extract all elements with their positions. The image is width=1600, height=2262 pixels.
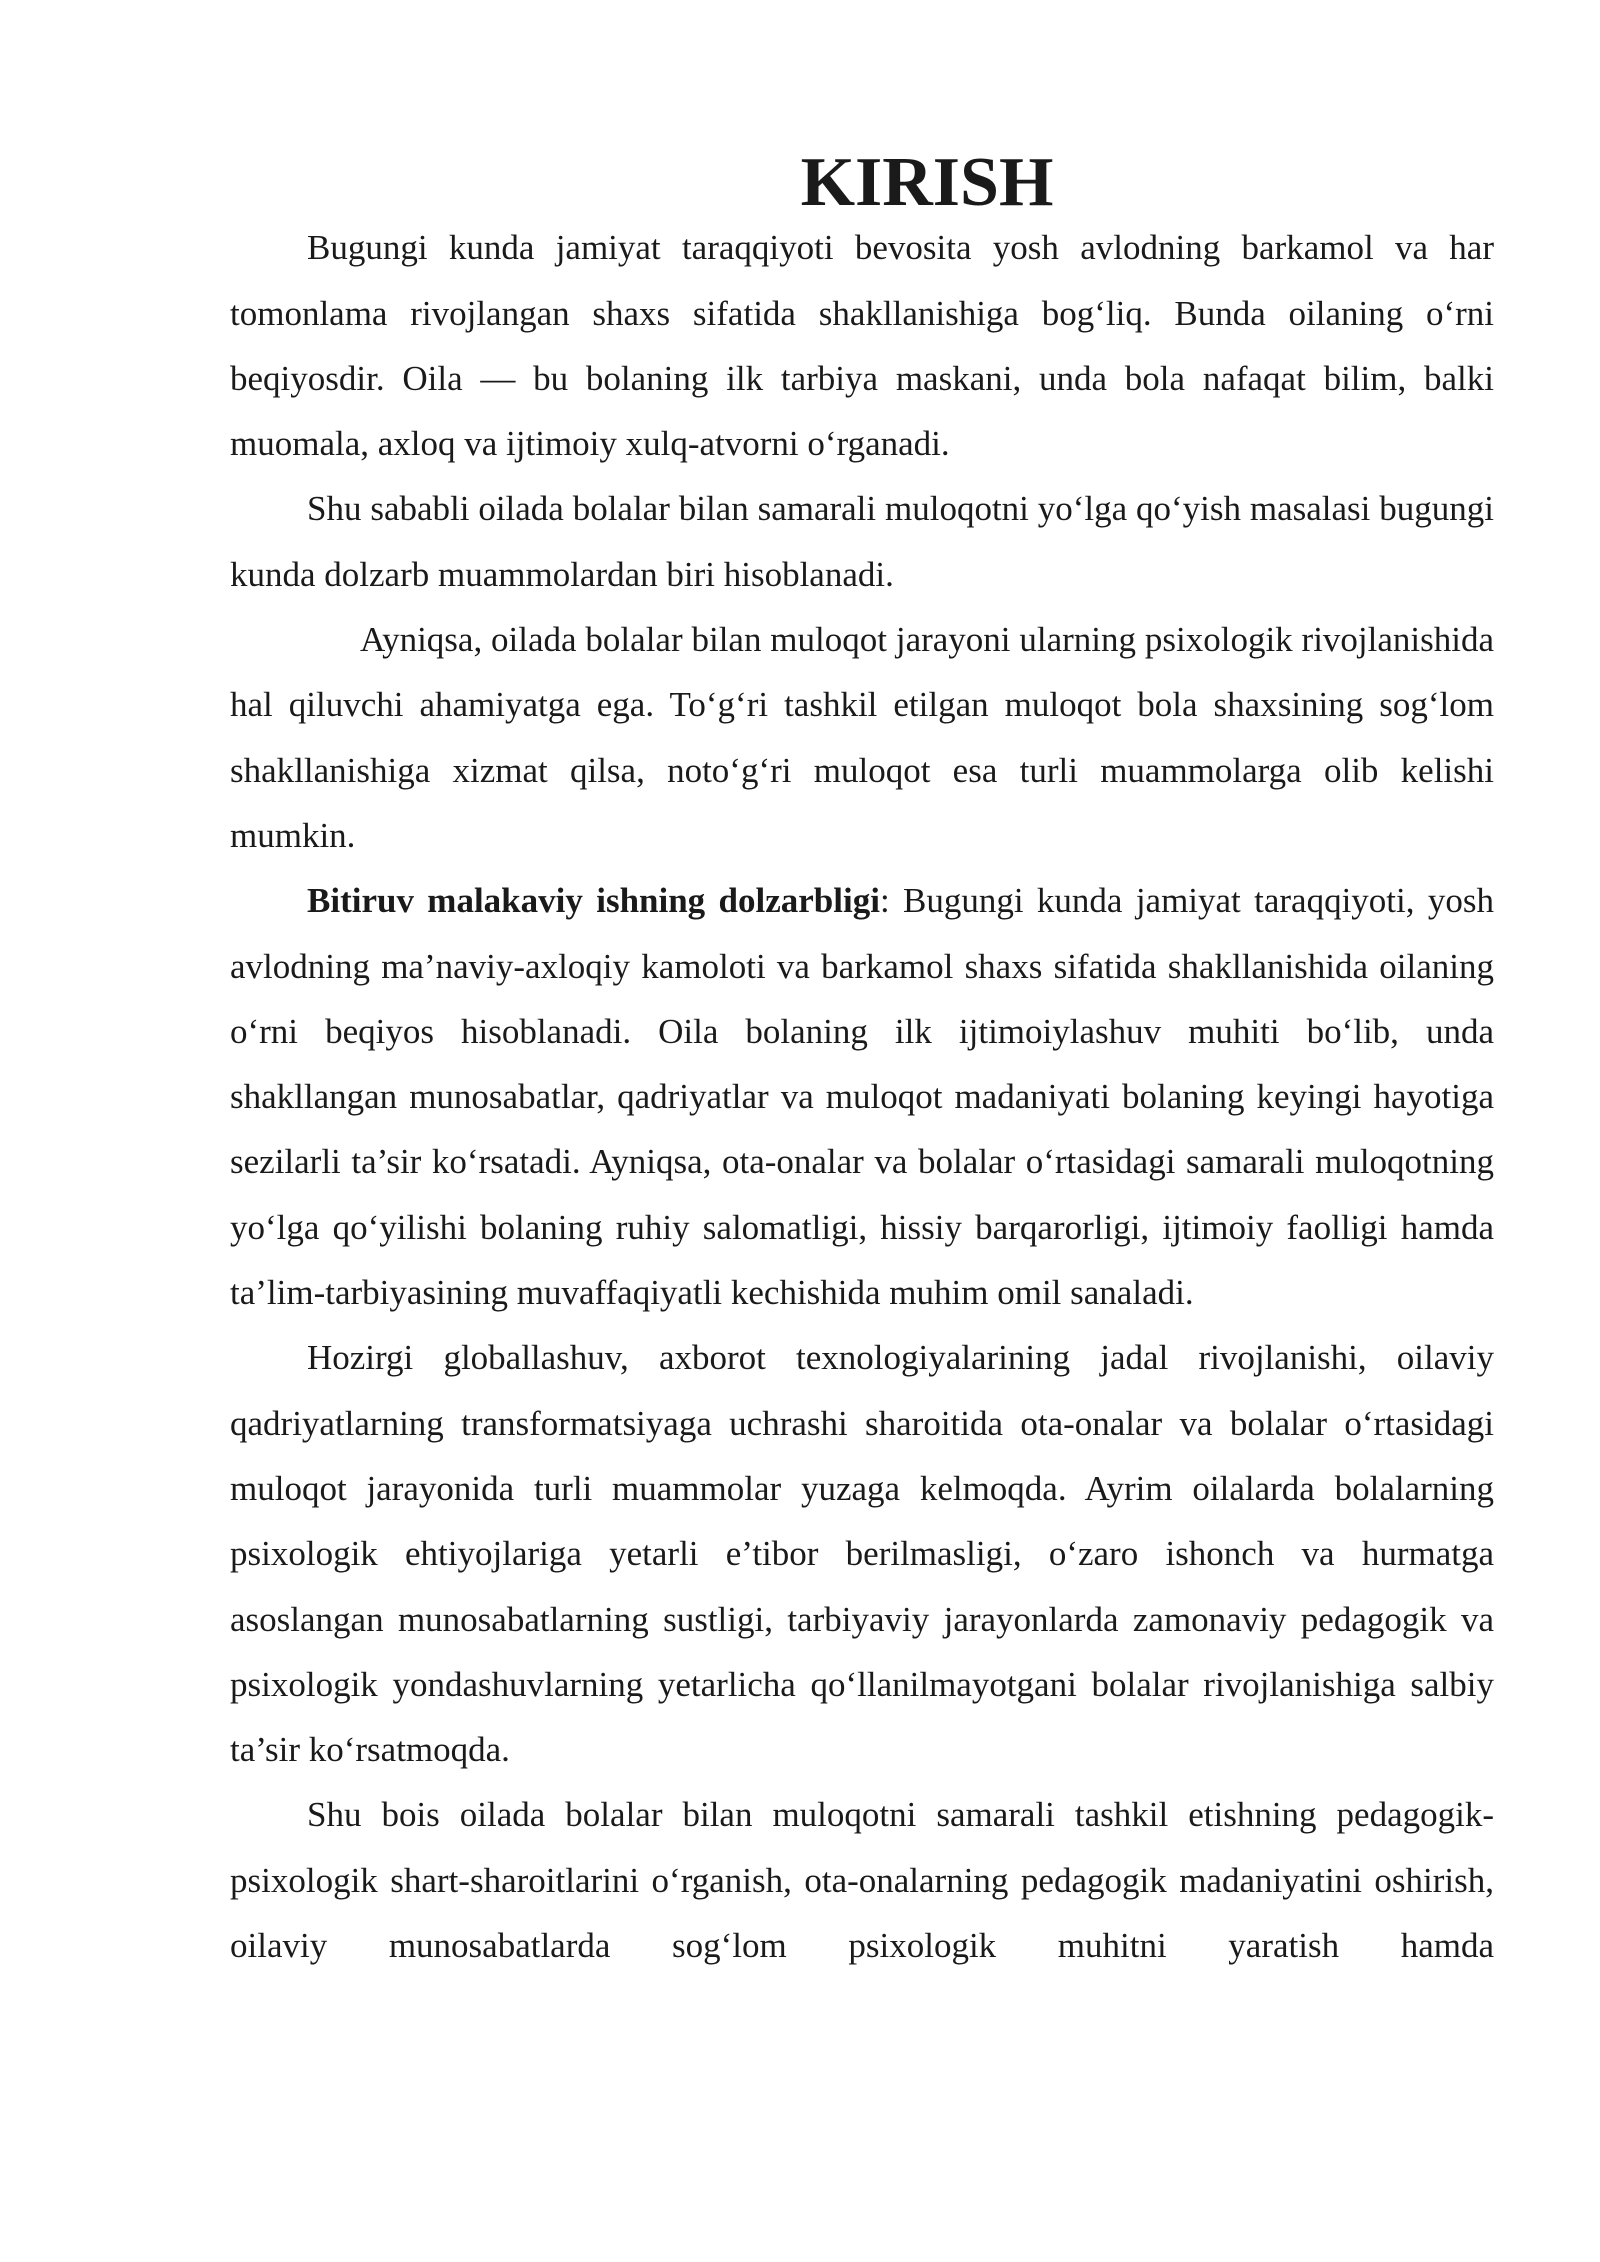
paragraph-4-text: : Bugungi kunda jamiyat taraqqiyoti, yosh avlodning ma’naviy-axloqiy kamoloti va barkamol shaxs sifatida shakllanishida oilaning o‘rni beqiyos hisoblanadi. Oila bolaning ilk ijtimoiylashuv muhiti bo‘lib, unda shakllangan munosabatlar, qadriyatlar va muloqot madaniyati bolaning keyingi hayotiga sezilarli ta’sir ko‘rsatadi. Ayniqsa, ota-onalar va bolalar o‘rtasidagi samarali muloqotning yo‘lga qo‘yilishi bolaning ruhiy salomatligi, hissiy barqarorligi, ijtimoiy faolligi hamda ta’lim-tarbiyasining muvaffaqiyatli kechishida muhim omil sanaladi. bbox=[230, 881, 1494, 1313]
document-page bbox=[230, 144, 1494, 1978]
paragraph-4 bbox=[230, 868, 1494, 1325]
relevance-heading: Bitiruv malakaviy ishning dolzarbligi bbox=[307, 881, 880, 921]
paragraph-2: Shu sababli oilada bolalar bilan samarali muloqotni yo‘lga qo‘yish masalasi bugungi kunda dolzarb muammolardan biri hisoblanadi. bbox=[230, 489, 1494, 594]
paragraph-5: Hozirgi globallashuv, axborot texnologiyalarining jadal rivojlanishi, oilaviy qadriyatlarning transformatsiyaga uchrashi sharoitida ota-onalar va bolalar o‘rtasidagi muloqot jarayonida turli muammolar yuzaga kelmoqda. Ayrim oilalarda bolalarning psixologik ehtiyojlariga yetarli e’tibor berilmasligi, o‘zaro ishonch va hurmatga asoslangan munosabatlarning sustligi, tarbiyaviy jarayonlarda zamonaviy pedagogik va psixologik yondashuvlarning yetarlicha qo‘llanilmayotgani bolalar rivojlanishiga salbiy ta’sir ko‘rsatmoqda. bbox=[230, 1338, 1494, 1770]
paragraph-6: Shu bois oilada bolalar bilan muloqotni samarali tashkil etishning pedagogik-psixologik shart-sharoitlarini o‘rganish, ota-onalarning pedagogik madaniyatini oshirish, oilaviy munosabatlarda sog‘lom psixologik muhitni yaratish hamda bbox=[230, 1795, 1494, 1966]
paragraph-3: Ayniqsa, oilada bolalar bilan muloqot jarayoni ularning psixologik rivojlanishida hal qiluvchi ahamiyatga ega. To‘g‘ri tashkil etilgan muloqot bola shaxsining sog‘lom shakllanishiga xizmat qilsa, noto‘g‘ri muloqot esa turli muammolarga olib kelishi mumkin. bbox=[230, 620, 1494, 855]
page-title: KIRISH bbox=[800, 144, 1054, 221]
paragraph-1: Bugungi kunda jamiyat taraqqiyoti bevosita yosh avlodning barkamol va har tomonlama rivojlangan shaxs sifatida shakllanishiga bog‘liq. Bunda oilaning o‘rni beqiyosdir. Oila — bu bolaning ilk tarbiya maskani, unda bola nafaqat bilim, balki muomala, axloq va ijtimoiy xulq-atvorni o‘rganadi. bbox=[230, 228, 1494, 464]
